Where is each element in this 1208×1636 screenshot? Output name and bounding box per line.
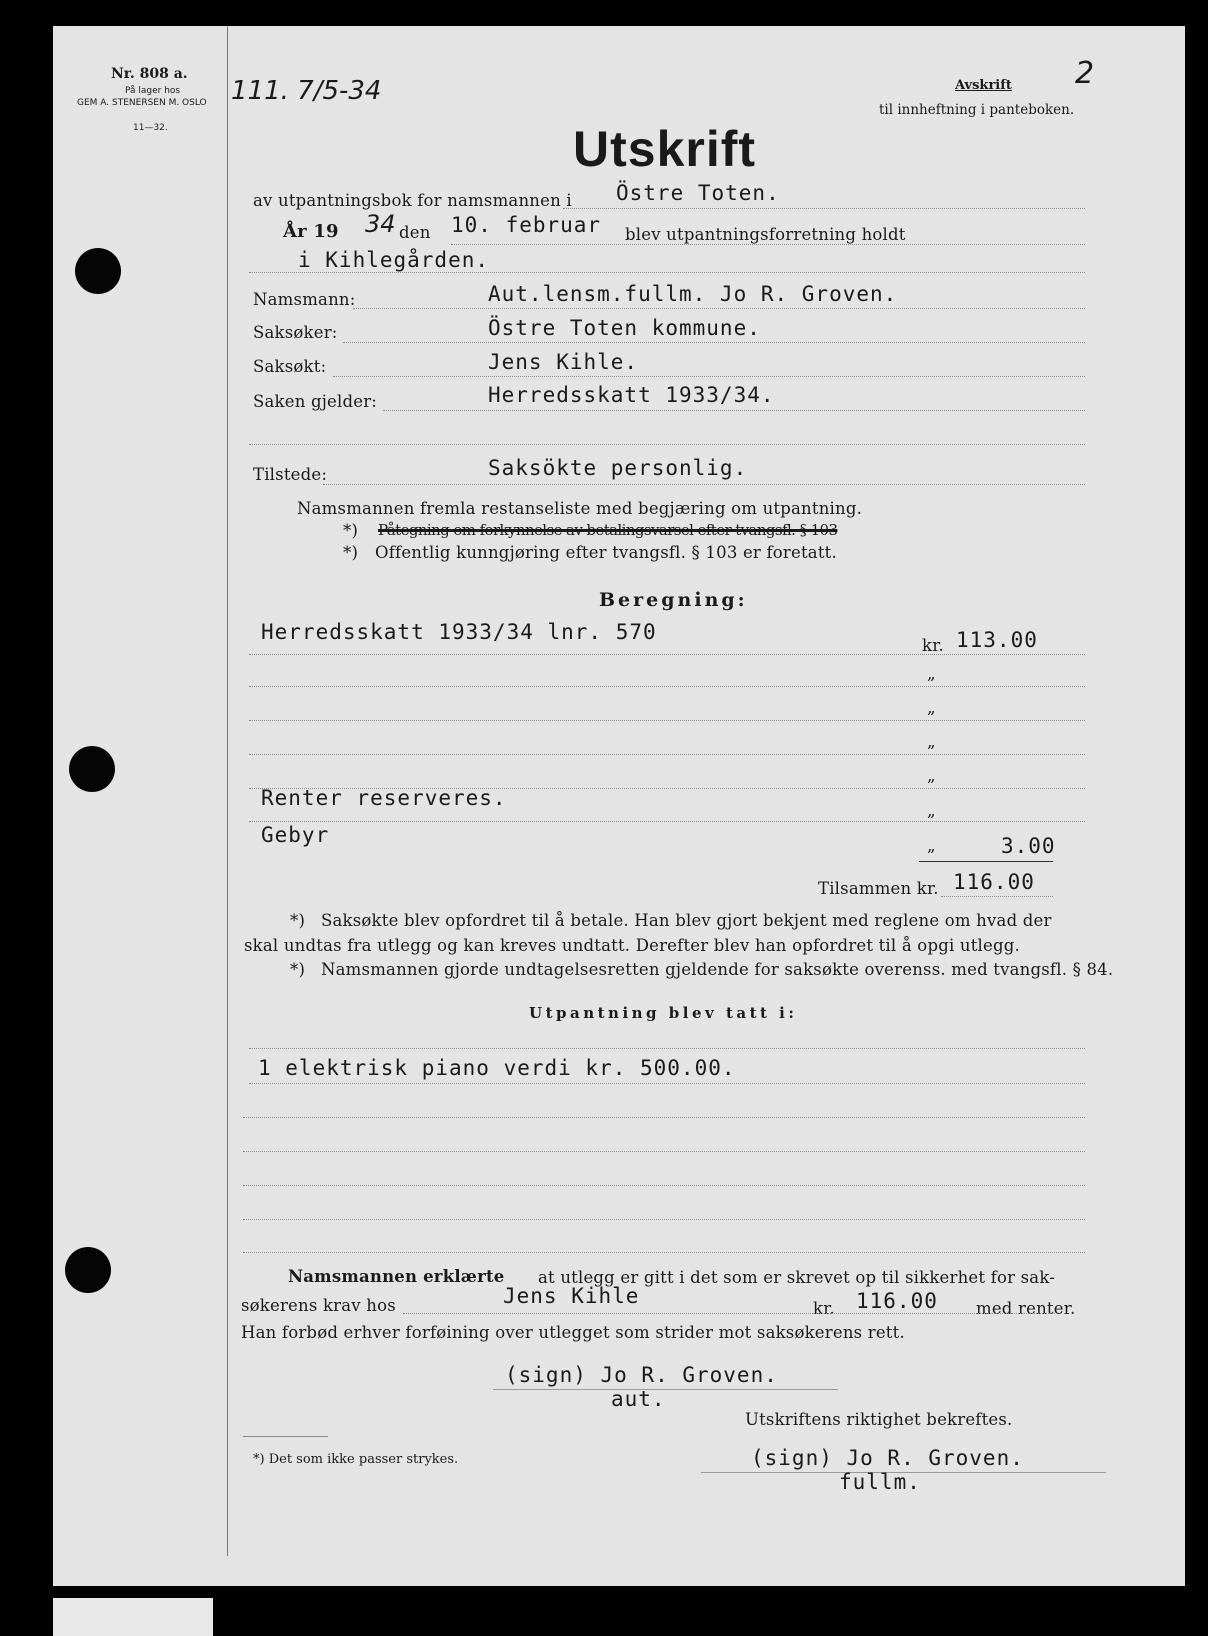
district-value: Östre Toten. bbox=[616, 181, 780, 205]
declaration-rule bbox=[403, 1313, 1055, 1314]
declaration-interest: med renter. bbox=[976, 1299, 1076, 1318]
intro-label: av utpantningsbok for namsmannen i bbox=[253, 191, 572, 210]
next-sheet-edge bbox=[53, 1598, 213, 1636]
total-rule bbox=[941, 896, 1053, 897]
field-label-saken-gjelder: Saken gjelder: bbox=[253, 392, 378, 411]
signature-2-title: fullm. bbox=[839, 1470, 921, 1494]
para-1-line-2: skal undtas fra utlegg og kan kreves undtatt. Derefter blev han opfordret til å opgi utlegg. bbox=[244, 936, 1020, 955]
den-label: den bbox=[399, 223, 431, 242]
calc-ditto-7: „ bbox=[927, 836, 936, 855]
calc-ditto-6: „ bbox=[927, 801, 936, 820]
presented-note: Namsmannen fremla restanseliste med begjæring om utpantning. bbox=[297, 499, 863, 518]
printer-line-3: 11—32. bbox=[133, 123, 168, 133]
intro-rule bbox=[563, 208, 1085, 209]
declaration-line-2: søkerens krav hos bbox=[241, 1296, 396, 1315]
punch-hole-3 bbox=[65, 1247, 111, 1293]
seizure-rule-3 bbox=[243, 1151, 1085, 1152]
seizure-item: 1 elektrisk piano verdi kr. 500.00. bbox=[258, 1056, 736, 1080]
confirmation-text: Utskriftens riktighet bekreftes. bbox=[745, 1410, 1013, 1429]
seizure-rule-5 bbox=[243, 1219, 1085, 1220]
calc-rule-4 bbox=[249, 754, 1085, 755]
calc-ditto-2: „ bbox=[927, 664, 936, 683]
date-rule bbox=[451, 244, 1085, 245]
calc-ditto-5: „ bbox=[927, 766, 936, 785]
signature-2: (sign) Jo R. Groven. bbox=[751, 1446, 1024, 1470]
declaration-lead: Namsmannen erklærte bbox=[288, 1267, 505, 1286]
field-rule-saksoker bbox=[343, 342, 1085, 343]
calc-ditto-3: „ bbox=[927, 698, 936, 717]
field-rule-saksokt bbox=[333, 376, 1085, 377]
total-label: Tilsammen kr. bbox=[818, 879, 939, 898]
seizure-rule-1 bbox=[249, 1083, 1085, 1084]
date-value: 10. februar bbox=[451, 213, 602, 237]
field-value-saksokt: Jens Kihle. bbox=[488, 350, 639, 374]
field-rule-namsmann bbox=[353, 308, 1085, 309]
seizure-rule-2 bbox=[243, 1117, 1085, 1118]
calc-ditto-4: „ bbox=[927, 732, 936, 751]
declaration-line-1: at utlegg er gitt i det som er skrevet op til sikkerhet for sak- bbox=[538, 1268, 1056, 1287]
seizure-rule-0 bbox=[249, 1048, 1085, 1049]
calc-row-5-text: Renter reserveres. bbox=[261, 786, 507, 810]
handwritten-reference: 111. 7/5-34 bbox=[231, 76, 382, 106]
year-value: 34 bbox=[365, 210, 396, 238]
copy-note-title: Avskrift bbox=[955, 78, 1012, 93]
field-value-tilstede: Saksökte personlig. bbox=[488, 456, 748, 480]
struck-out-line: Påtegning om forkynnelse av betalingsvarsel efter tvangsfl. § 103 bbox=[378, 521, 838, 539]
calc-sum-rule bbox=[919, 861, 1053, 862]
form-number: Nr. 808 a. bbox=[111, 66, 188, 82]
footnote: *) Det som ikke passer strykes. bbox=[253, 1452, 459, 1467]
signature-1-title: aut. bbox=[611, 1387, 666, 1411]
calc-row-7-amount: 3.00 bbox=[1001, 834, 1056, 858]
calc-rule-2 bbox=[249, 686, 1085, 687]
signature-1: (sign) Jo R. Groven. bbox=[505, 1363, 778, 1387]
calc-rule-1 bbox=[249, 654, 1085, 655]
copy-note-subtitle: til innheftning i panteboken. bbox=[879, 102, 1075, 118]
year-label: År 19 bbox=[283, 221, 339, 242]
printer-line-1: På lager hos bbox=[125, 86, 181, 96]
calc-row-1-text: Herredsskatt 1933/34 lnr. 570 bbox=[261, 620, 657, 644]
calc-row-1-amount: 113.00 bbox=[956, 628, 1038, 652]
printer-line-2: GEM A. STENERSEN M. OSLO bbox=[77, 98, 207, 108]
para-1-line-1: Saksøkte blev opfordret til å betale. Han blev gjort bekjent med reglene om hvad der bbox=[321, 911, 1052, 930]
punch-hole-1 bbox=[75, 248, 121, 294]
calc-rule-3 bbox=[249, 720, 1085, 721]
calc-kr-label: kr. bbox=[922, 636, 944, 655]
page-number: 2 bbox=[1075, 56, 1095, 91]
declaration-debtor: Jens Kihle bbox=[503, 1284, 640, 1308]
para-2: Namsmannen gjorde undtagelsesretten gjeldende for saksøkte overenss. med tvangsfl. § 84. bbox=[321, 960, 1114, 979]
field-label-saksoker: Saksøker: bbox=[253, 323, 338, 342]
field-rule-saken-gjelder bbox=[383, 410, 1085, 411]
calculation-heading: Beregning: bbox=[599, 589, 748, 611]
field-label-tilstede: Tilstede: bbox=[253, 465, 328, 484]
note-star-1: *) bbox=[343, 521, 359, 540]
field-label-namsmann: Namsmann: bbox=[253, 290, 356, 309]
seizure-rule-6 bbox=[243, 1252, 1085, 1253]
calc-rule-6 bbox=[249, 821, 1085, 822]
place-value: i Kihlegården. bbox=[298, 248, 490, 272]
calc-row-6-text: Gebyr bbox=[261, 823, 330, 847]
field-rule-extra bbox=[249, 444, 1085, 445]
total-value: 116.00 bbox=[953, 870, 1035, 894]
binding-margin-line bbox=[227, 26, 228, 1556]
field-rule-tilstede bbox=[323, 484, 1085, 485]
held-label: blev utpantningsforretning holdt bbox=[625, 225, 906, 244]
para-star-2: *) bbox=[290, 960, 306, 979]
seizure-rule-4 bbox=[243, 1185, 1085, 1186]
declaration-kr-label: kr. bbox=[813, 1299, 835, 1318]
declaration-amount: 116.00 bbox=[856, 1289, 938, 1313]
seizure-heading: Utpantning blev tatt i: bbox=[529, 1004, 798, 1022]
footnote-rule bbox=[243, 1436, 328, 1437]
document-sheet bbox=[53, 26, 1185, 1586]
note-star-2: *) bbox=[343, 543, 359, 562]
field-value-saksoker: Östre Toten kommune. bbox=[488, 316, 761, 340]
field-value-namsmann: Aut.lensm.fullm. Jo R. Groven. bbox=[488, 282, 898, 306]
punch-hole-2 bbox=[69, 746, 115, 792]
public-notice-note: Offentlig kunngjøring efter tvangsfl. § 103 er foretatt. bbox=[375, 543, 837, 562]
field-value-saken-gjelder: Herredsskatt 1933/34. bbox=[488, 383, 775, 407]
para-star-1: *) bbox=[290, 911, 306, 930]
field-label-saksokt: Saksøkt: bbox=[253, 357, 327, 376]
document-title: Utskrift bbox=[573, 121, 757, 177]
declaration-line-3: Han forbød erhver forføining over utlegget som strider mot saksøkerens rett. bbox=[241, 1323, 905, 1342]
place-rule bbox=[249, 272, 1085, 273]
